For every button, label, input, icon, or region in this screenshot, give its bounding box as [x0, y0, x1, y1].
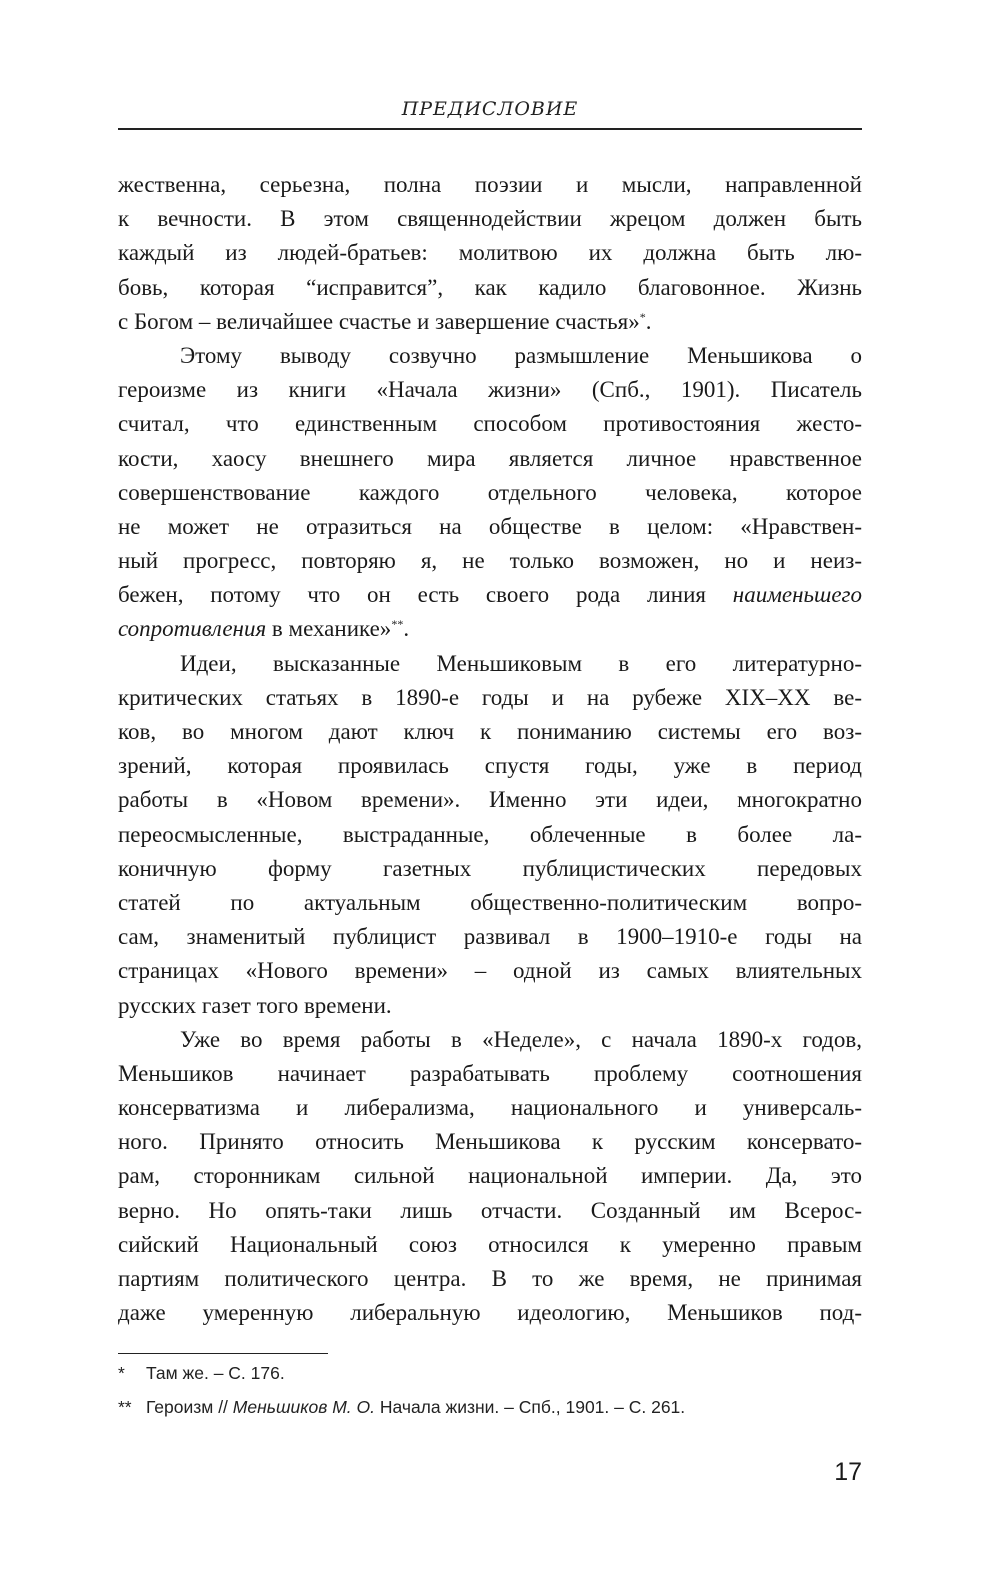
- text-line: Меньшиков начинает разрабатывать проблему соотношения: [118, 1060, 862, 1086]
- text-line: зрений, которая проявилась спустя годы, уже в период: [118, 753, 862, 779]
- footnote-author: Меньшиков М. О.: [232, 1397, 375, 1417]
- footnote-ref-1: *: [639, 309, 646, 324]
- text-line: Идеи, высказанные Меньшиковым в его литературно-: [180, 650, 862, 676]
- text-line: [118, 612, 862, 646]
- text-line: статей по актуальным общественно-политическим вопро-: [118, 889, 862, 915]
- text-line: рам, сторонникам сильной национальной империи. Да, это: [118, 1163, 862, 1189]
- footnote-text: Героизм //: [146, 1397, 228, 1417]
- text-line: сийский Национальный союз относился к умеренно правым: [118, 1231, 862, 1257]
- footnote: [118, 1356, 862, 1390]
- period: .: [403, 616, 410, 642]
- text-line: партиям политического центра. В то же время, не принимая: [118, 1266, 862, 1291]
- text-fragment: в механике»: [271, 616, 392, 642]
- text-line: кости, хаосу внешнего мира является личное нравственное: [118, 445, 862, 471]
- text-line: [118, 578, 862, 612]
- text-line: жественна, серьезна, полна поэзии и мысли, направленной: [118, 172, 862, 197]
- text-line: Этому выводу созвучно размышление Меньшикова о: [180, 342, 862, 368]
- footnote-mark: *: [118, 1363, 125, 1383]
- footnote-ref-2: **: [391, 617, 404, 632]
- text-line: работы в «Новом времени». Именно эти идеи, многократно: [118, 787, 862, 813]
- text-line: консерватизма и либерализма, национального и универсаль-: [118, 1095, 862, 1121]
- text-line: русских газет того времени.: [118, 992, 392, 1018]
- footnote-mark: **: [118, 1397, 132, 1417]
- text-fragment: с Богом – величайшее счастье и завершение счастья»: [118, 308, 640, 334]
- text-line: не может не отразиться на обществе в целом: «Нравствен-: [118, 513, 862, 539]
- text-line: верно. Но опять-таки лишь отчасти. Созданный им Всерос-: [118, 1197, 862, 1223]
- emphasis: сопротивления: [118, 616, 267, 642]
- text-line: [118, 305, 862, 339]
- text-line: критических статьях в 1890-е годы и на рубеже XIX–XX ве-: [118, 684, 862, 710]
- text-line: даже умеренную либеральную идеологию, Меньшиков под-: [118, 1300, 862, 1326]
- text-line: ный прогресс, повторяю я, не только возможен, но и неиз-: [118, 548, 862, 574]
- text-line: к вечности. В этом священнодействии жрецом должен быть: [118, 206, 862, 232]
- period: .: [645, 308, 652, 334]
- page-number: 17: [834, 1458, 862, 1486]
- running-header: ПРЕДИСЛОВИЕ: [401, 98, 579, 120]
- emphasis: наименьшего: [732, 582, 863, 608]
- text-line: коничную форму газетных публицистических передовых: [118, 855, 862, 881]
- text-line: ков, во многом дают ключ к пониманию системы его воз-: [118, 719, 862, 744]
- text-line: каждый из людей-братьев: молитвою их должна быть лю-: [118, 240, 862, 266]
- text-line: переосмысленные, выстраданные, облеченные в более ла-: [118, 821, 862, 847]
- body-text: [118, 168, 862, 1330]
- text-line: Уже во время работы в «Неделе», с начала 1890-х годов,: [180, 1026, 862, 1052]
- footnotes: [118, 1356, 862, 1424]
- text-line: совершенствование каждого отдельного человека, которое: [118, 479, 862, 505]
- footnote-rule: [118, 1353, 328, 1354]
- text-line: сам, знаменитый публицист развивал в 1900–1910-е годы на: [118, 924, 862, 950]
- text-line: считал, что единственным способом противостояния жесто-: [118, 411, 862, 437]
- text-line: ного. Принято относить Меньшикова к русским консервато-: [118, 1129, 862, 1155]
- text-line: страницах «Нового времени» – одной из самых влиятельных: [118, 958, 862, 984]
- footnote-text: Начала жизни. – Спб., 1901. – С. 261.: [379, 1397, 686, 1417]
- text-fragment: бежен, потому что он есть своего рода линия: [118, 582, 706, 608]
- footnote: [118, 1390, 862, 1424]
- text-line: бовь, которая “исправится”, как кадило благовонное. Жизнь: [118, 274, 862, 300]
- header-rule: [118, 128, 862, 130]
- text-line: героизме из книги «Начала жизни» (Спб., 1901). Писатель: [118, 377, 862, 403]
- footnote-text: Там же. – С. 176.: [146, 1363, 285, 1383]
